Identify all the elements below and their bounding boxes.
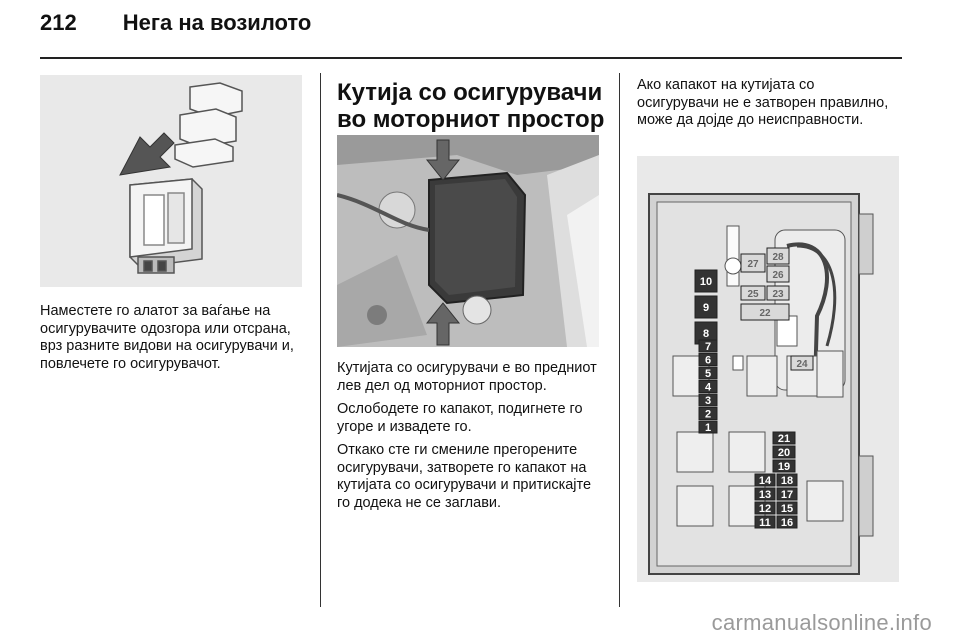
fuse-5 (699, 367, 717, 380)
fuse-13 (755, 488, 775, 501)
svg-text:9: 9 (702, 302, 710, 314)
svg-text:10: 10 (699, 276, 713, 288)
svg-text:14: 14 (758, 475, 772, 487)
header-rule (40, 57, 902, 59)
fuse-15 (777, 502, 797, 515)
fuse-16 (777, 516, 797, 529)
fuse-6 (699, 354, 717, 367)
svg-text:20: 20 (777, 447, 791, 459)
fuse-20 (773, 446, 795, 459)
svg-text:7: 7 (704, 341, 712, 353)
svg-text:21: 21 (777, 433, 791, 445)
fuse-4 (699, 381, 717, 394)
svg-text:3: 3 (704, 395, 712, 407)
fuse-box-instructions: Кутијата со осигурувачи е во предниот лев дел од моторниот простор. Ослободете го капакот, подигнете го угоре и извадете го. Откако сте ги смениле прегорените осигурувачи, затворете го капакот на кутијата со осигурувачи и притискајте го додека не се заглави. (337, 360, 597, 511)
fuse-puller-instructions: Наместете го алатот за ваѓање на осигурувачите одозгора или отсрана, врз разните видови на осигурувачи и, повлечете го осигурувачот. (40, 303, 294, 372)
fuse-24 (791, 356, 813, 370)
fuse-21 (773, 432, 795, 445)
svg-text:25: 25 (747, 289, 759, 300)
svg-text:6: 6 (704, 354, 712, 367)
fuse-10 (695, 270, 717, 292)
fuse-28 (767, 248, 789, 264)
fuse-26 (767, 266, 789, 282)
fuse-11 (755, 516, 775, 529)
fuse-12 (755, 502, 775, 515)
fuse-puller-illustration (40, 75, 302, 287)
fuse-7 (699, 340, 717, 353)
page-number: 212 (40, 10, 77, 35)
fuse-box-diagram (637, 156, 899, 582)
column-divider-2 (619, 73, 620, 607)
fuse-25 (741, 286, 765, 300)
fuse-27 (741, 254, 765, 272)
svg-text:11: 11 (759, 517, 771, 529)
engine-compartment-photo (337, 135, 599, 347)
svg-text:18: 18 (780, 475, 794, 487)
svg-text:13: 13 (758, 489, 772, 501)
svg-text:17: 17 (780, 489, 794, 501)
fuse-18 (777, 474, 797, 487)
svg-text:24: 24 (796, 359, 808, 370)
fuse-3 (699, 394, 717, 407)
fuse-14 (755, 474, 775, 487)
svg-text:12: 12 (758, 503, 772, 515)
svg-text:22: 22 (759, 308, 771, 319)
column-divider-1 (320, 73, 321, 607)
fuse-9 (695, 296, 717, 318)
svg-text:28: 28 (772, 252, 784, 263)
svg-text:23: 23 (772, 289, 784, 300)
svg-text:16: 16 (780, 517, 794, 529)
fuse-1 (699, 421, 717, 434)
svg-text:5: 5 (704, 368, 712, 380)
svg-text:2: 2 (704, 408, 712, 421)
fuse-19 (773, 460, 795, 473)
cover-warning: Ако капакот на кутијата со осигурувачи не е затворен правилно, може да дојде до неисправности. (637, 77, 889, 128)
watermark: carmanualsonline.info (711, 610, 932, 635)
fuse-23 (767, 286, 789, 300)
svg-text:27: 27 (747, 259, 759, 270)
page-title: Нега на возилото (122, 10, 312, 35)
svg-text:19: 19 (777, 461, 791, 473)
section-heading: Кутија со осигурувачи во моторниот простор (337, 79, 605, 133)
svg-text:4: 4 (704, 381, 712, 394)
svg-text:26: 26 (772, 270, 784, 281)
svg-text:8: 8 (702, 328, 710, 340)
fuse-2 (699, 408, 717, 421)
svg-text:15: 15 (780, 503, 794, 515)
fuse-22 (741, 304, 789, 320)
fuse-17 (777, 488, 797, 501)
page-header (40, 10, 311, 50)
svg-text:1: 1 (704, 422, 712, 434)
